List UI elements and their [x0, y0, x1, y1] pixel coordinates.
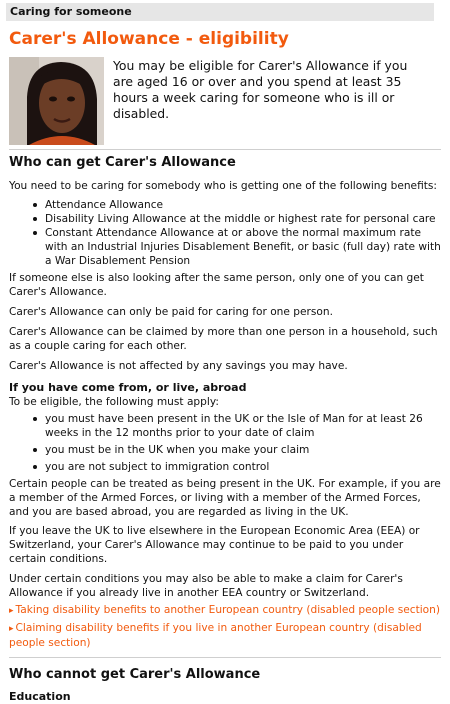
who-can-heading: Who can get Carer's Allowance	[9, 155, 236, 170]
list-item: you are not subject to immigration control	[9, 460, 441, 474]
list-item: Attendance Allowance	[9, 198, 441, 212]
list-item: you must have been present in the UK or the Isle of Man for at least 26 weeks in the 12 months prior to your date of claim	[9, 412, 441, 440]
conditions-list	[9, 412, 441, 474]
paragraph: If you leave the UK to live elsewhere in the European Economic Area (EEA) or Switzerland, your Carer's Allowance may continue to be paid to you under certain conditions.	[9, 525, 420, 565]
abroad-heading: If you have come from, or live, abroad	[9, 381, 247, 394]
intro-text: You may be eligible for Carer's Allowance if you are aged 16 or over and you spend at least 35 hours a week caring for someone who is ill or disabled.	[113, 58, 408, 121]
abroad-lead: To be eligible, the following must apply:	[9, 396, 219, 408]
bullet-icon	[33, 203, 37, 207]
list-item: Constant Attendance Allowance at or above the normal maximum rate with an Industrial Injuries Disablement Benefit, or basic (full day) rate with a War Disablement Pension	[9, 226, 441, 268]
content	[9, 152, 441, 704]
paragraph: Carer's Allowance can be claimed by more than one person in a household, such as a couple caring for each other.	[9, 326, 438, 352]
divider	[9, 149, 441, 150]
who-cannot-heading: Who cannot get Carer's Allowance	[9, 667, 261, 682]
page-title: Carer's Allowance - eligibility	[9, 29, 289, 49]
bullet-icon	[33, 231, 37, 235]
arrow-right-icon: ▸	[9, 624, 14, 634]
bullet-icon	[33, 448, 37, 452]
paragraph: Carer's Allowance can only be paid for caring for one person.	[9, 306, 333, 318]
paragraph: If someone else is also looking after the same person, only one of you can get Carer's Allowance.	[9, 272, 424, 298]
who-can-lead: You need to be caring for somebody who is getting one of the following benefits:	[9, 180, 437, 192]
paragraph: Carer's Allowance is not affected by any savings you may have.	[9, 360, 348, 372]
list-item: you must be in the UK when you make your claim	[9, 443, 441, 457]
paragraph: Certain people can be treated as being present in the UK. For example, if you are a member of the Armed Forces, or living with a member of the Armed Forces, and you are based abroad, you are regarded as living in the UK.	[9, 478, 441, 518]
link-claiming-benefits-abroad[interactable]: ▸ Claiming disability benefits if you live in another European country (disabled people section)	[9, 622, 422, 649]
paragraph: Under certain conditions you may also be able to make a claim for Carer's Allowance if you already live in another EEA country or Switzerland.	[9, 573, 403, 599]
divider	[9, 657, 441, 658]
list-item: Disability Living Allowance at the middle or highest rate for personal care	[9, 212, 441, 226]
bullet-icon	[33, 217, 37, 221]
bullet-icon	[33, 417, 37, 421]
bullet-icon	[33, 465, 37, 469]
education-subheading: Education	[9, 690, 71, 703]
section-header: Caring for someone	[6, 3, 434, 21]
arrow-right-icon: ▸	[9, 606, 14, 616]
carer-photo	[9, 57, 104, 145]
benefits-list	[9, 198, 441, 268]
link-taking-benefits-abroad[interactable]: ▸ Taking disability benefits to another European country (disabled people section)	[9, 604, 440, 616]
